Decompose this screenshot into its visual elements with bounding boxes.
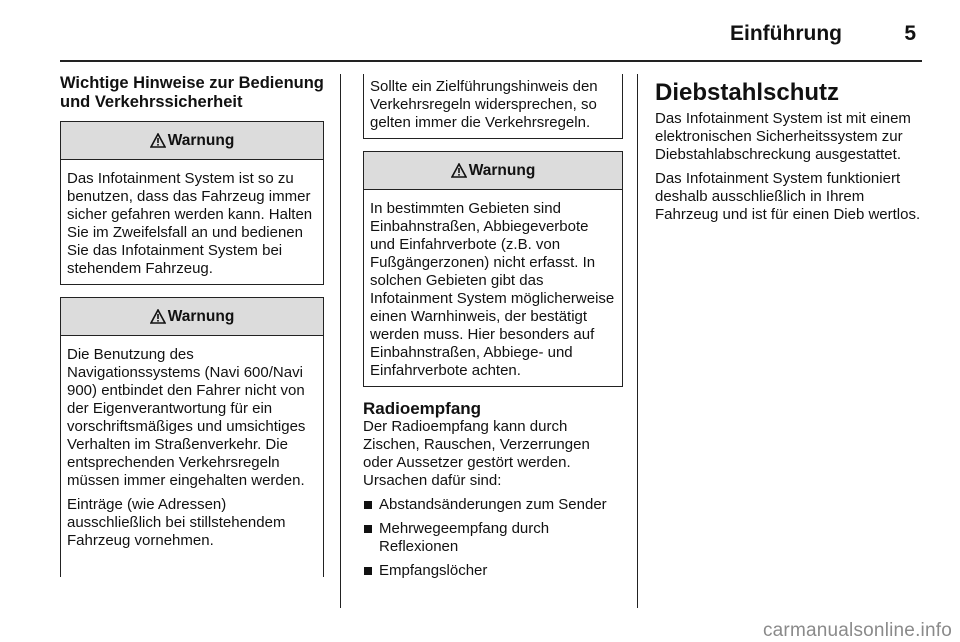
column-2 — [363, 74, 623, 586]
warning-triangle-icon — [150, 309, 166, 324]
warning-text: In bestimmten Gebieten sind Einbahnstraßen, Abbiegeverbote und Einfahrverbote (z.B. von Fußgängerzonen) nicht erfasst. In solchen Gebieten gibt das Infotainment System möglicherweise einen Warnhinweis, der bestätigt werden muss. Hier besonders auf Einbahnstraßen, Abbiege- und Einfahrverbote achten. — [370, 200, 615, 379]
warning-box-3 — [363, 151, 623, 387]
section-heading-theft: Diebstahlschutz — [655, 79, 840, 106]
warning-box-body — [61, 336, 323, 556]
list-item: Empfangslöcher — [363, 562, 623, 580]
theft-text: Das Infotainment System ist mit einem elektronischen Sicherheitssystem zur Diebstahlabschreckung ausgestattet. — [655, 110, 911, 163]
column-divider-right — [637, 74, 638, 608]
warning-text: Einträge (wie Adressen) ausschließlich bei stillstehendem Fahrzeug vornehmen. — [67, 496, 286, 549]
warning-box-body — [61, 160, 323, 284]
warning-box-continued — [363, 74, 623, 139]
warning-box-1 — [60, 121, 324, 285]
warning-text: Die Benutzung des Navigationssystems (Navi 600/Navi 900) entbindet den Fahrer nicht von der Eigenverantwortung für ein vorschriftsmäßiges und umsichtiges Verhalten im Straßenverkehr. Die entsprechenden Verkehrsregeln müssen immer eingehalten werden. — [67, 346, 306, 489]
theft-text: Das Infotainment System funktioniert deshalb ausschließlich in Ihrem Fahrzeug und ist für einen Dieb wertlos. — [655, 170, 921, 223]
page-number: 5 — [904, 22, 916, 45]
warning-box-body — [364, 190, 622, 386]
section-heading-safety: Wichtige Hinweise zur Bedienung und Verkehrssicherheit — [60, 74, 324, 111]
column-3 — [655, 80, 925, 224]
warning-label: Warnung — [468, 161, 536, 179]
column-1 — [60, 74, 324, 577]
bullet-square-icon — [364, 501, 372, 509]
radio-causes-list — [363, 496, 623, 580]
list-item: Mehrwegeempfang durch Reflexionen — [363, 520, 623, 556]
warning-label: Warnung — [167, 307, 235, 325]
radio-text: Der Radioempfang kann durch Zischen, Rauschen, Verzerrungen oder Aussetzer gestört werden. Ursachen dafür sind: — [363, 418, 590, 489]
bullet-square-icon — [364, 567, 372, 575]
watermark: carmanualsonline.info — [762, 620, 952, 641]
column-divider-left — [340, 74, 341, 608]
warning-box-header — [61, 122, 323, 160]
warning-triangle-icon — [150, 133, 166, 148]
warning-continued-text: Sollte ein Zielführungshinweis den Verkehrsregeln widersprechen, so gelten immer die Verkehrsregeln. — [370, 78, 598, 131]
warning-label: Warnung — [167, 131, 235, 149]
bullet-square-icon — [364, 525, 372, 533]
page-header — [60, 14, 922, 62]
chapter-title: Einführung — [730, 22, 842, 45]
warning-text: Das Infotainment System ist so zu benutzen, dass das Fahrzeug immer sicher gefahren werden kann. Halten Sie im Zweifelsfall an und bedienen Sie das Infotainment System bei stehendem Fahrzeug. — [67, 170, 313, 277]
section-heading-radio: Radioempfang — [363, 399, 482, 418]
warning-box-2 — [60, 297, 324, 577]
warning-triangle-icon — [451, 163, 467, 178]
warning-box-header — [61, 298, 323, 336]
warning-box-header — [364, 152, 622, 190]
list-item: Abstandsänderungen zum Sender — [363, 496, 623, 514]
